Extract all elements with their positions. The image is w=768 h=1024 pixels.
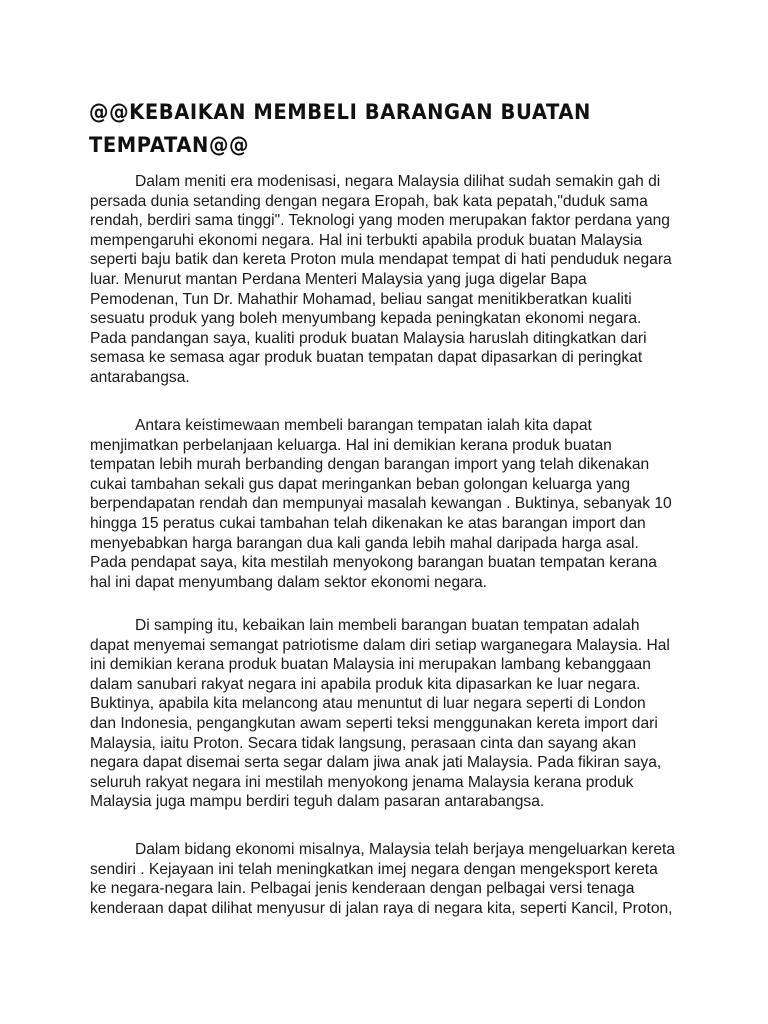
- title-line: TEMPATAN@@: [89, 133, 250, 157]
- paragraph-line: Dalam bidang ekonomi misalnya, Malaysia telah berjaya mengeluarkan kereta: [135, 841, 676, 858]
- document-title: [89, 96, 591, 162]
- paragraph-line: mempengaruhi ekonomi negara. Hal ini terbukti apabila produk buatan Malaysia: [90, 231, 643, 249]
- paragraph-line: Di samping itu, kebaikan lain membeli barangan buatan tempatan adalah: [135, 617, 640, 634]
- paragraph-line: Antara keistimewaan membeli barangan tempatan ialah kita dapat: [135, 417, 592, 434]
- paragraph-3: [90, 616, 730, 812]
- paragraph-line: luar. Menurut mantan Perdana Menteri Malaysia yang juga digelar Bapa: [90, 270, 587, 288]
- paragraph-line: Pada pendapat saya, kita mestilah menyokong barangan buatan tempatan kerana: [90, 554, 657, 572]
- paragraph-line: dan Indonesia, pengangkutan awam seperti teksi menggunakan kereta import dari: [90, 714, 658, 732]
- paragraph-line: seperti baju batik dan kereta Proton mula mendapat tempat di hati penduduk negara: [90, 251, 672, 269]
- paragraph-line: sendiri . Kejayaan ini telah meningkatkan imej negara dengan mengeksport kereta: [90, 860, 658, 878]
- paragraph-line: negara dapat disemai serta segar dalam jiwa anak jati Malaysia. Pada fikiran saya,: [90, 754, 662, 772]
- paragraph-line: Malaysia juga mampu berdiri teguh dalam pasaran antarabangsa.: [90, 793, 545, 811]
- paragraph-line: persada dunia setanding dengan negara Eropah, bak kata pepatah,"duduk sama: [90, 192, 648, 210]
- paragraph-line: ke negara-negara lain. Pelbagai jenis kenderaan dengan pelbagai versi tenaga: [90, 880, 635, 898]
- paragraph-line: kenderaan dapat dilihat menyusur di jalan raya di negara kita, seperti Kancil, Proton,: [90, 899, 673, 917]
- paragraph-line: dapat menyemai semangat patriotisme dalam diri setiap warganegara Malaysia. Hal: [90, 636, 670, 654]
- paragraph-line: tempatan lebih murah berbanding dengan barangan import yang telah dikenakan: [90, 456, 650, 474]
- paragraph-line: Pada pandangan saya, kualiti produk buatan Malaysia haruslah ditingkatkan dari: [90, 329, 647, 347]
- paragraph-line: hal ini dapat menyumbang dalam sektor ekonomi negara.: [90, 573, 488, 591]
- paragraph-line: Pemodenan, Tun Dr. Mahathir Mohamad, beliau sangat menitikberatkan kualiti: [90, 290, 632, 308]
- paragraph-line: dalam sanubari rakyat negara ini apabila produk kita dipasarkan ke luar negara.: [90, 675, 641, 693]
- paragraph-line: sesuatu produk yang boleh menyumbang kepada peningkatan ekonomi negara.: [90, 310, 642, 328]
- paragraph-line: hingga 15 peratus cukai tambahan telah dikenakan ke atas barangan import dan: [90, 514, 646, 532]
- paragraph-line: menjimatkan perbelanjaan keluarga. Hal ini demikian kerana produk buatan: [90, 436, 612, 454]
- paragraph-line: rendah, berdiri sama tinggi". Teknologi yang moden merupakan faktor perdana yang: [90, 212, 670, 230]
- paragraph-line: antarabangsa.: [90, 368, 190, 386]
- paragraph-line: semasa ke semasa agar produk buatan tempatan dapat dipasarkan di peringkat: [90, 349, 643, 367]
- title-line: @@KEBAIKAN MEMBELI BARANGAN BUATAN: [89, 100, 591, 124]
- paragraph-line: cukai tambahan sekali gus dapat meringankan beban golongan keluarga yang: [90, 475, 631, 493]
- paragraph-line: seluruh rakyat negara ini mestilah menyokong jenama Malaysia kerana produk: [90, 773, 634, 791]
- paragraph-line: ini demikian kerana produk buatan Malaysia ini merupakan lambang kebanggaan: [90, 656, 651, 674]
- paragraph-2: [90, 416, 730, 592]
- paragraph-line: Malaysia, iaitu Proton. Secara tidak langsung, perasaan cinta dan sayang akan: [90, 734, 637, 752]
- paragraph-line: Dalam meniti era modenisasi, negara Malaysia dilihat sudah semakin gah di: [135, 173, 661, 190]
- paragraph-4: [90, 840, 730, 918]
- paragraph-1: [90, 172, 730, 388]
- paragraph-line: menyebabkan harga barangan dua kali ganda lebih mahal daripada harga asal.: [90, 534, 639, 552]
- paragraph-line: Buktinya, apabila kita melancong atau menuntut di luar negara seperti di London: [90, 695, 646, 713]
- paragraph-line: berpendapatan rendah dan mempunyai masalah kewangan . Buktinya, sebanyak 10: [90, 495, 672, 513]
